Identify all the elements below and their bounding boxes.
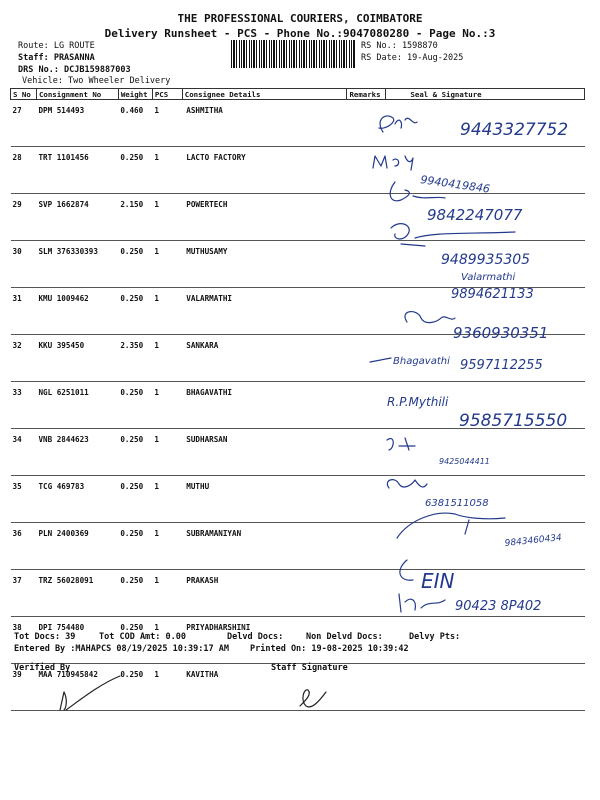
staff-label: Staff: PRASANNA (18, 53, 95, 63)
consignment-cell: NGL 6251011 (36, 382, 118, 429)
sno-cell: 39 (11, 664, 37, 711)
pcs-cell: 1 (152, 382, 182, 429)
sno-cell: 38 (11, 617, 37, 664)
weight-cell: 0.250 (118, 523, 152, 570)
consignee-cell: SANKARA (182, 335, 347, 382)
staff-signature-label: Staff Signature (271, 663, 348, 673)
consignment-cell: DPI 754480 (36, 617, 118, 664)
col-consignment: Consignment No (36, 89, 118, 100)
weight-cell: 0.250 (118, 288, 152, 335)
code-row-39: 90423 8P402 (455, 599, 542, 614)
phone-row-32: 9360930351 (453, 324, 549, 342)
footer-entered-by: Entered By :MAHAPCS 08/19/2025 10:39:17 AM (14, 644, 229, 654)
footer-non-delvd-docs: Non Delvd Docs: (306, 632, 383, 642)
sno-cell: 28 (11, 147, 37, 194)
pcs-cell: 1 (152, 429, 182, 476)
phone-row-35: 9425044411 (439, 457, 490, 466)
consignee-cell: VALARMATHI (182, 288, 347, 335)
sno-cell: 31 (11, 288, 37, 335)
weight-cell: 0.250 (118, 241, 152, 288)
sno-cell: 34 (11, 429, 37, 476)
col-pcs: PCS (152, 89, 182, 100)
consignment-cell: TRT 1101456 (36, 147, 118, 194)
consignee-cell: PRAKASH (182, 570, 347, 617)
verified-by-label: Verified By (14, 663, 71, 673)
name-row-33: Bhagavathi (393, 356, 450, 367)
pcs-cell: 1 (152, 617, 182, 664)
signature-row-30 (391, 224, 515, 246)
consignee-cell: PRIYADHARSHINI (182, 617, 347, 664)
route-label: Route: LG ROUTE (18, 41, 95, 51)
consignment-cell: KKU 395450 (36, 335, 118, 382)
consignee-cell: MUTHU (182, 476, 347, 523)
weight-cell: 0.250 (118, 382, 152, 429)
rs-number: RS No.: 1598870 (361, 41, 438, 51)
pcs-cell: 1 (152, 570, 182, 617)
weight-cell: 0.250 (118, 147, 152, 194)
name-row-34: R.P.Mythili (387, 395, 449, 409)
weight-cell: 0.250 (118, 476, 152, 523)
remarks-cell (347, 664, 386, 711)
sno-cell: 30 (11, 241, 37, 288)
consignee-cell: KAVITHA (182, 664, 347, 711)
consignment-cell: VNB 2844623 (36, 429, 118, 476)
weight-cell: 0.250 (118, 570, 152, 617)
signature-row-28 (373, 156, 413, 170)
phone-row-34: 9585715550 (459, 411, 568, 431)
phone-row-36: 6381511058 (425, 498, 489, 509)
col-consignee: Consignee Details (182, 89, 347, 100)
drs-label: DRS No.: DCJB159887003 (18, 65, 131, 75)
consignment-cell: KMU 1009462 (36, 288, 118, 335)
pcs-cell: 1 (152, 335, 182, 382)
pcs-cell: 1 (152, 523, 182, 570)
col-sno: S No (11, 89, 37, 100)
col-remarks: Remarks (347, 89, 386, 100)
page-subtitle: Delivery Runsheet - PCS - Phone No.:9047080280 - Page No.:3 (104, 27, 496, 40)
footer-delvd-docs: Delvd Docs: (227, 632, 284, 642)
weight-cell: 0.250 (118, 617, 152, 664)
sno-cell: 29 (11, 194, 37, 241)
weight-cell: 0.460 (118, 100, 152, 147)
table-header-row (11, 89, 585, 100)
footer-delvy-pts: Delvy Pts: (409, 632, 461, 642)
signature-row-36 (387, 480, 427, 488)
weight-cell: 0.250 (118, 664, 152, 711)
sno-cell: 27 (11, 100, 37, 147)
consignment-cell: SVP 1662874 (36, 194, 118, 241)
consignment-cell: MAA 710945842 (36, 664, 118, 711)
signature-row-33 (370, 358, 391, 362)
consignment-cell: PLN 2400369 (36, 523, 118, 570)
phone-row-37: 9843460434 (504, 533, 563, 549)
consignee-cell: ASHMITHA (182, 100, 347, 147)
sno-cell: 37 (11, 570, 37, 617)
footer-tot-cod: Tot COD Amt: 0.00 (99, 632, 186, 642)
sign-row-38: EIN (421, 569, 455, 593)
sno-cell: 32 (11, 335, 37, 382)
verified-by-signature (60, 676, 120, 710)
phone-row-33: 9597112255 (460, 358, 543, 373)
col-signature: Seal & Signature (386, 89, 585, 100)
signature-row-27 (379, 116, 417, 132)
name-row-31: Valarmathi (461, 272, 516, 283)
sno-cell: 35 (11, 476, 37, 523)
pcs-cell: 1 (152, 664, 182, 711)
signature-row-32 (405, 312, 455, 323)
consignment-cell: SLM 376330393 (36, 241, 118, 288)
pcs-cell: 1 (152, 147, 182, 194)
weight-cell: 2.150 (118, 194, 152, 241)
weight-cell: 0.250 (118, 429, 152, 476)
consignee-cell: POWERTECH (182, 194, 347, 241)
staff-signature-mark (300, 690, 326, 707)
pcs-cell: 1 (152, 100, 182, 147)
col-weight: Weight (118, 89, 152, 100)
signature-row-38 (400, 560, 413, 580)
pcs-cell: 1 (152, 194, 182, 241)
consignee-cell: SUDHARSAN (182, 429, 347, 476)
signature-row-37 (397, 513, 505, 538)
sno-cell: 33 (11, 382, 37, 429)
signature-cell (386, 664, 585, 711)
consignment-cell: DPM 514493 (36, 100, 118, 147)
footer-signatures (50, 670, 350, 730)
vehicle-label: Vehicle: Two Wheeler Delivery (22, 76, 171, 86)
phone-row-30: 9489935305 (441, 252, 531, 268)
pcs-cell: 1 (152, 241, 182, 288)
page-title: THE PROFESSIONAL COURIERS, COIMBATORE (177, 12, 423, 25)
consignee-cell: BHAGAVATHI (182, 382, 347, 429)
consignee-cell: SUBRAMANIYAN (182, 523, 347, 570)
consignment-cell: TCG 469783 (36, 476, 118, 523)
consignee-cell: LACTO FACTORY (182, 147, 347, 194)
pcs-cell: 1 (152, 476, 182, 523)
footer-tot-docs: Tot Docs: 39 (14, 632, 76, 642)
sno-cell: 36 (11, 523, 37, 570)
weight-cell: 2.350 (118, 335, 152, 382)
phone-row-27: 9443327752 (460, 120, 569, 140)
phone-row-29: 9842247077 (427, 206, 523, 224)
barcode (231, 40, 355, 68)
phone-row-28: 9940419846 (419, 173, 491, 196)
footer-printed-on: Printed On: 19-08-2025 10:39:42 (250, 644, 409, 654)
signature-row-35 (387, 438, 415, 450)
phone-row-31: 9894621133 (451, 287, 534, 302)
consignee-cell: MUTHUSAMY (182, 241, 347, 288)
handwritten-signatures (365, 100, 600, 630)
consignment-cell: TRZ 56028091 (36, 570, 118, 617)
signature-row-39 (399, 594, 445, 612)
pcs-cell: 1 (152, 288, 182, 335)
rs-date: RS Date: 19-Aug-2025 (361, 53, 464, 63)
